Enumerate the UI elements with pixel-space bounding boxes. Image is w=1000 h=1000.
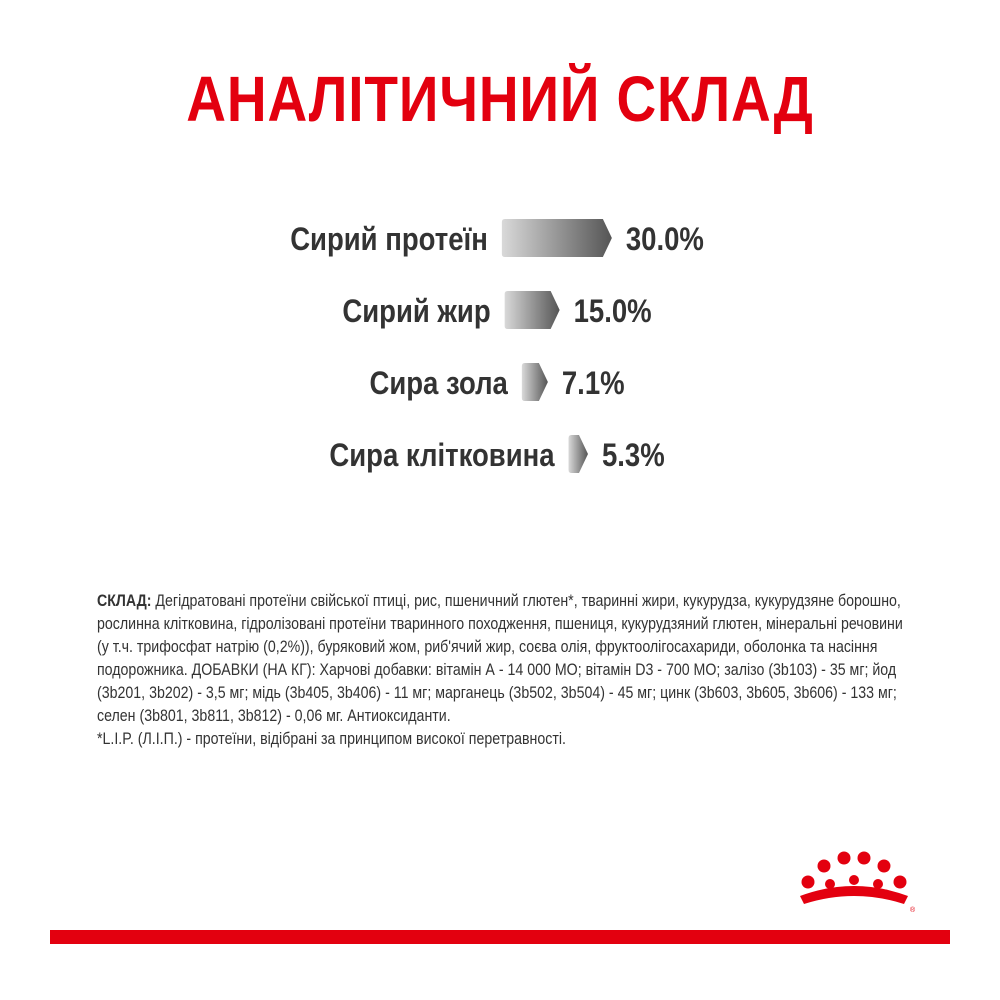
bar <box>569 435 588 473</box>
composition-heading: СКЛАД: <box>97 592 152 610</box>
bar <box>505 291 560 329</box>
composition-text <box>97 590 907 751</box>
value-label: 7.1% <box>561 366 625 402</box>
crown-logo-icon <box>786 840 916 920</box>
category-label: Сира клітковина <box>329 438 555 474</box>
nutrient-bar-chart <box>0 190 1000 490</box>
category-label: Сирий протеїн <box>290 222 488 258</box>
composition-body: Дегідратовані протеїни свійської птиці, рис, пшеничний глютен*, тваринні жири, кукурудза, кукурудзяне борошно, рослинна клітковина, гідролізовані протеїни тваринного походження, пшениця, кукурудзяний глютен, мінеральні речовини (у т.ч. трифосфат натрію (0,2%)), буряковий жом, риб'ячий жир, соєва олія, фруктоолігосахариди, оболонка та насіння подорожника. ДОБАВКИ (НА КГ): Харчові добавки: вітамін А - 14 000 МО; вітамін D3 - 700 МО; залізо (3b103) - 35 мг; йод (3b201, 3b202) - 3,5 мг; мідь (3b405, 3b406) - 11 мг; марганець (3b502, 3b504) - 45 мг; цинк (3b603, 3b605, 3b606) - 133 мг; селен (3b801, 3b811, 3b812) - 0,06 мг. Антиоксиданти. <box>97 592 903 725</box>
value-label: 30.0% <box>625 222 704 258</box>
composition-footnote: *L.I.P. (Л.І.П.) - протеїни, відібрані за принципом високої перетравності. <box>97 730 566 748</box>
category-label: Сира зола <box>369 366 508 402</box>
page-title: АНАЛІТИЧНИЙ СКЛАД <box>186 63 814 135</box>
bar <box>522 363 548 401</box>
value-label: 15.0% <box>573 294 652 330</box>
category-label: Сирий жир <box>342 294 491 330</box>
svg-text:®: ® <box>910 907 916 914</box>
footer-red-bar <box>50 930 950 944</box>
value-label: 5.3% <box>601 438 665 474</box>
bar <box>502 219 612 257</box>
